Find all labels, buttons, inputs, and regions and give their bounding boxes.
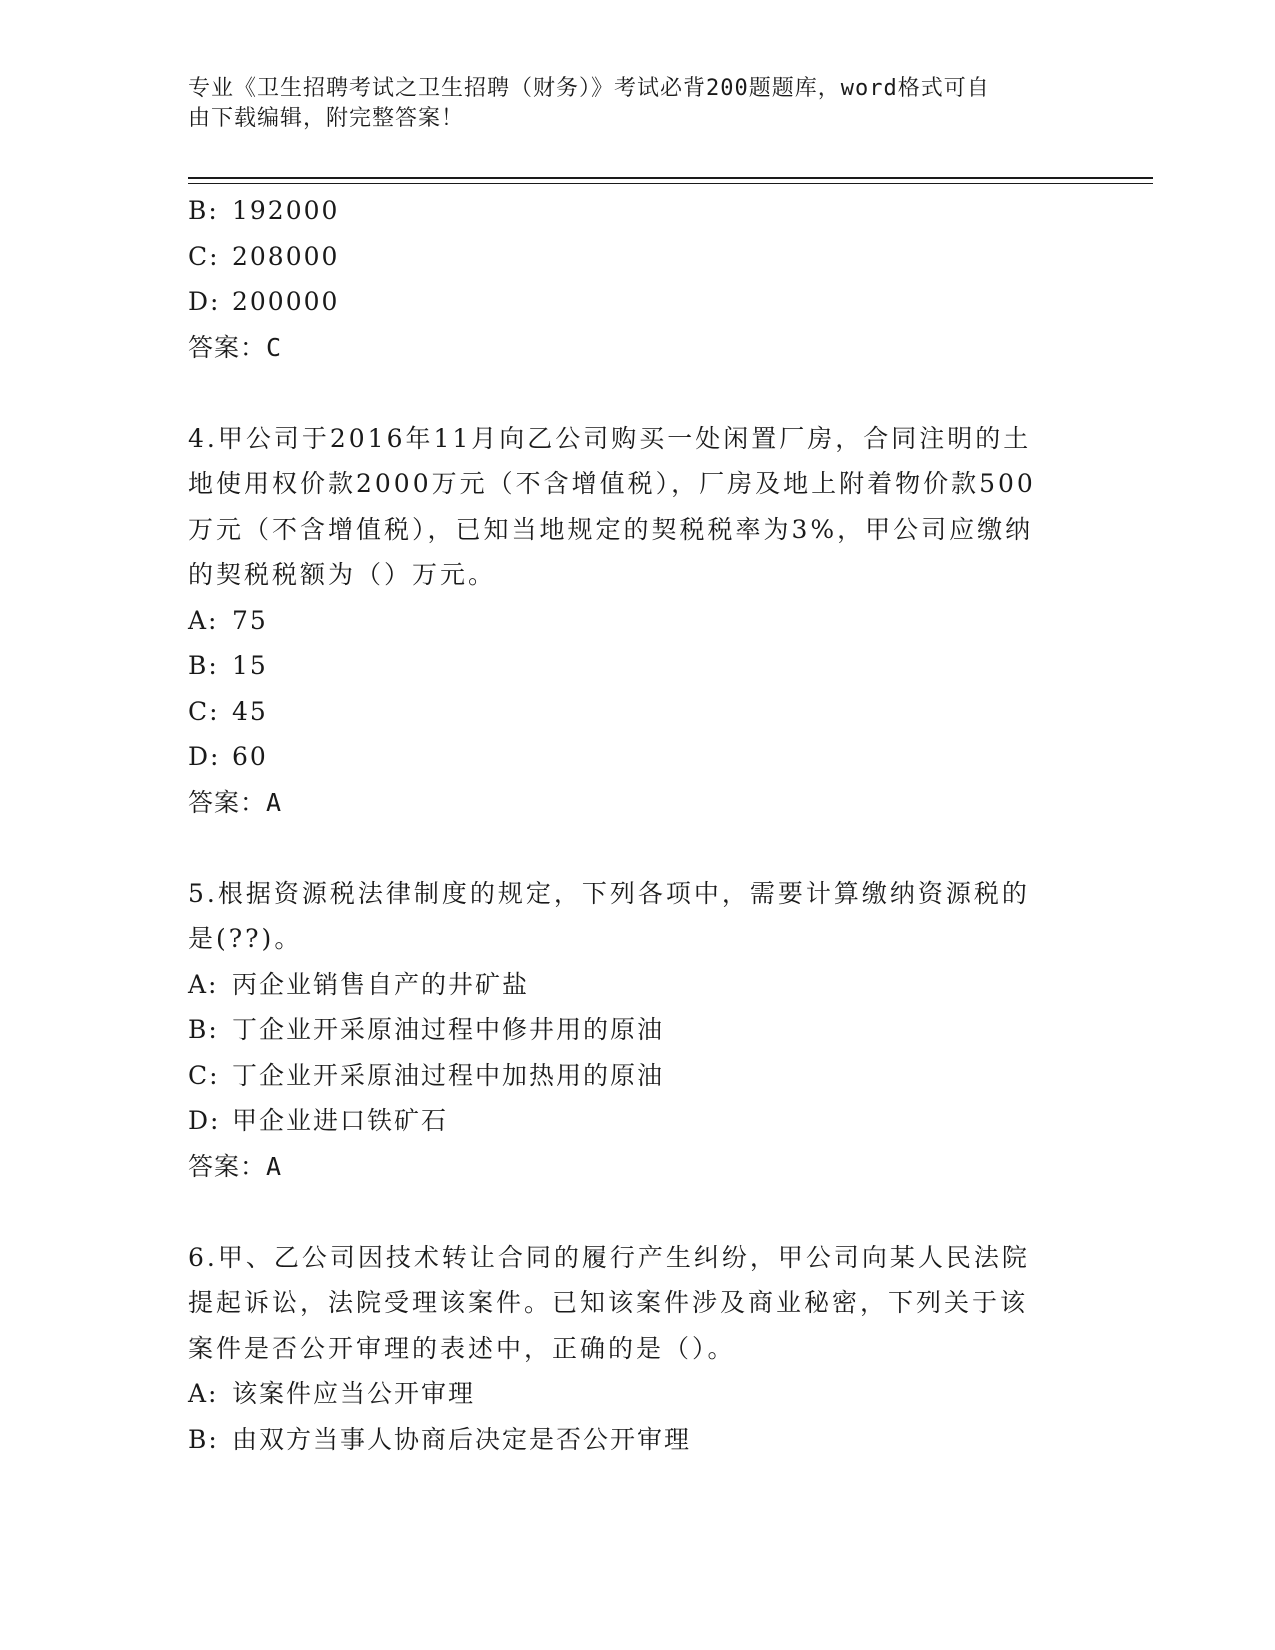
option-text: 甲企业进口铁矿石 — [232, 1106, 449, 1135]
question-stem-line: 万元（不含增值税），已知当地规定的契税税率为3%，甲公司应缴纳 — [188, 514, 1034, 544]
spacer — [188, 825, 1068, 871]
option-letter: A: — [188, 969, 219, 999]
option-text: 丙企业销售自产的井矿盐 — [232, 969, 530, 999]
option-a — [188, 598, 1068, 644]
spacer — [188, 1189, 1068, 1235]
option-text: 丁企业开采原油过程中加热用的原油 — [232, 1060, 665, 1090]
option-letter: A: — [188, 605, 219, 635]
option-b — [188, 188, 1068, 234]
question-4 — [188, 416, 1068, 826]
question-stem-line: 提起诉讼，法院受理该案件。已知该案件涉及商业秘密，下列关于该 — [188, 1288, 1029, 1317]
option-text: 192000 — [232, 196, 340, 225]
option-text: 75 — [232, 605, 268, 635]
option-b — [188, 643, 1068, 689]
question-stem-line: 4.甲公司于2016年11月向乙公司购买一处闲置厂房，合同注明的土 — [188, 423, 1032, 453]
question-stem-line: 的契税税额为（）万元。 — [188, 560, 497, 589]
option-letter: D: — [188, 742, 221, 771]
answer-value: C — [266, 332, 283, 362]
answer-label: 答案： — [188, 1151, 267, 1181]
option-text: 45 — [232, 696, 268, 726]
answer-line — [188, 780, 1068, 826]
question-6 — [188, 1235, 1068, 1463]
document-header — [188, 74, 1068, 134]
option-letter: A: — [188, 1379, 219, 1408]
option-text: 60 — [232, 742, 268, 771]
header-rule-thick — [188, 177, 1153, 179]
option-letter: B: — [188, 1015, 219, 1044]
option-letter: C: — [188, 1060, 220, 1090]
header-line-2: 由下载编辑，附完整答案！ — [188, 106, 465, 131]
option-c — [188, 1053, 1068, 1099]
option-letter: D: — [188, 1106, 221, 1135]
option-letter: C: — [188, 241, 220, 271]
option-c — [188, 689, 1068, 735]
question-stem-line: 地使用权价款2000万元（不含增值税），厂房及地上附着物价款500 — [188, 469, 1036, 498]
answer-line — [188, 325, 1068, 371]
option-text: 由双方当事人协商后决定是否公开审理 — [232, 1424, 692, 1454]
option-text: 该案件应当公开审理 — [232, 1379, 476, 1408]
option-d — [188, 1098, 1068, 1144]
header-line-1: 专业《卫生招聘考试之卫生招聘（财务）》考试必背200题题库，word格式可自 — [188, 76, 990, 101]
answer-value: A — [266, 787, 283, 817]
header-rule-thin — [188, 183, 1153, 184]
spacer — [188, 370, 1068, 416]
option-d — [188, 734, 1068, 780]
option-b — [188, 1007, 1068, 1053]
question-stem-line: 6.甲、乙公司因技术转让合同的履行产生纠纷，甲公司向某人民法院 — [188, 1242, 1030, 1272]
option-text: 200000 — [232, 287, 340, 316]
option-b — [188, 1417, 1068, 1463]
option-c — [188, 234, 1068, 280]
option-text: 15 — [232, 651, 268, 680]
option-a — [188, 962, 1068, 1008]
answer-label: 答案： — [188, 787, 267, 817]
question-stem-line: 是(??)。 — [188, 924, 303, 953]
option-letter: B: — [188, 196, 219, 225]
option-letter: C: — [188, 696, 220, 726]
option-a — [188, 1371, 1068, 1417]
option-letter: D: — [188, 287, 221, 316]
question-3 — [188, 188, 1068, 370]
question-5 — [188, 871, 1068, 1190]
question-content — [188, 188, 1068, 1462]
answer-line — [188, 1144, 1068, 1190]
option-text: 208000 — [232, 241, 340, 271]
option-letter: B: — [188, 1424, 219, 1454]
answer-value: A — [266, 1151, 283, 1181]
answer-label: 答案： — [188, 332, 267, 362]
question-stem-line: 5.根据资源税法律制度的规定，下列各项中，需要计算缴纳资源税的 — [188, 878, 1030, 908]
option-letter: B: — [188, 651, 219, 680]
option-text: 丁企业开采原油过程中修井用的原油 — [232, 1015, 665, 1044]
option-d — [188, 279, 1068, 325]
question-stem-line: 案件是否公开审理的表述中，正确的是（）。 — [188, 1333, 736, 1363]
